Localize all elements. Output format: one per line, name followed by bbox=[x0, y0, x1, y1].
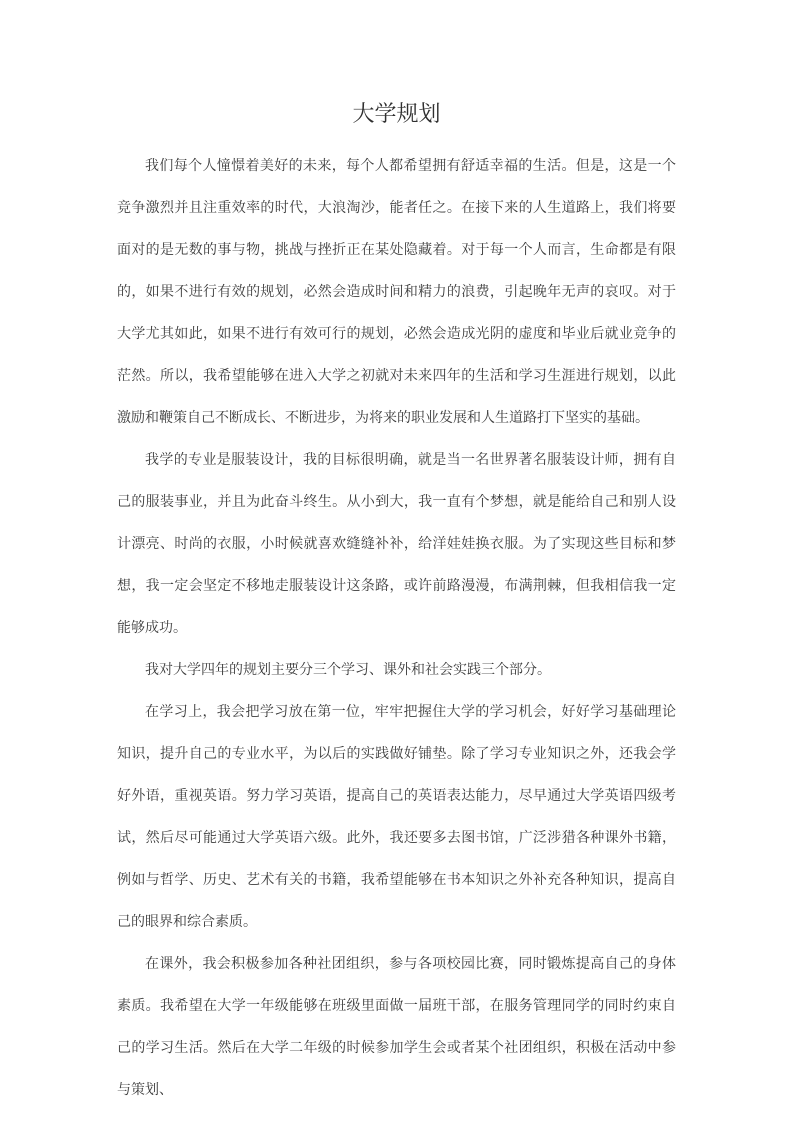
paragraph: 在学习上，我会把学习放在第一位，牢牢把握住大学的学习机会，好好学习基础理论知识，提升自己的专业水平，为以后的实践做好铺垫。除了学习专业知识之外，还我会学好外语，重视英语。努力学习英语，提高自己的英语表达能力，尽早通过大学英语四级考试，然后尽可能通过大学英语六级。此外，我还要多去图书馆，广泛涉猎各种课外书籍，例如与哲学、历史、艺术有关的书籍，我希望能够在书本知识之外补充各种知识，提高自己的眼界和综合素质。 bbox=[117, 703, 676, 929]
paragraph: 我们每个人憧憬着美好的未来，每个人都希望拥有舒适幸福的生活。但是，这是一个竞争激烈并且注重效率的时代，大浪淘沙，能者任之。在接下来的人生道路上，我们将要面对的是无数的事与物，挑战与挫折正在某处隐藏着。对于每一个人而言，生命都是有限的，如果不进行有效的规划，必然会造成时间和精力的浪费，引起晚年无声的哀叹。对于大学尤其如此，如果不进行有效可行的规划，必然会造成光阴的虚度和毕业后就业竞争的茫然。所以，我希望能够在进入大学之初就对未来四年的生活和学习生涯进行规划，以此激励和鞭策自己不断成长、不断进步，为将来的职业发展和人生道路打下坚实的基础。 bbox=[117, 157, 676, 425]
paragraph: 我对大学四年的规划主要分三个学习、课外和社会实践三个部分。 bbox=[145, 661, 551, 677]
paragraph: 我学的专业是服装设计，我的目标很明确，就是当一名世界著名服装设计师，拥有自己的服装事业，并且为此奋斗终生。从小到大，我一直有个梦想，就是能给自己和别人设计漂亮、时尚的衣服，小时候就喜欢缝缝补补，给洋娃娃换衣服。为了实现这些目标和梦想，我一定会坚定不移地走服装设计这条路，或许前路漫漫，布满荆棘，但我相信我一定能够成功。 bbox=[117, 451, 676, 635]
document-title: 大学规划 bbox=[352, 101, 441, 126]
paragraph: 在课外，我会积极参加各种社团组织，参与各项校园比赛，同时锻炼提高自己的身体素质。我希望在大学一年级能够在班级里面做一届班干部，在服务管理同学的同时约束自己的学习生活。然后在大学二年级的时候参加学生会或者某个社团组织，积极在活动中参与策划、 bbox=[117, 955, 676, 1097]
document-body bbox=[117, 144, 676, 1110]
